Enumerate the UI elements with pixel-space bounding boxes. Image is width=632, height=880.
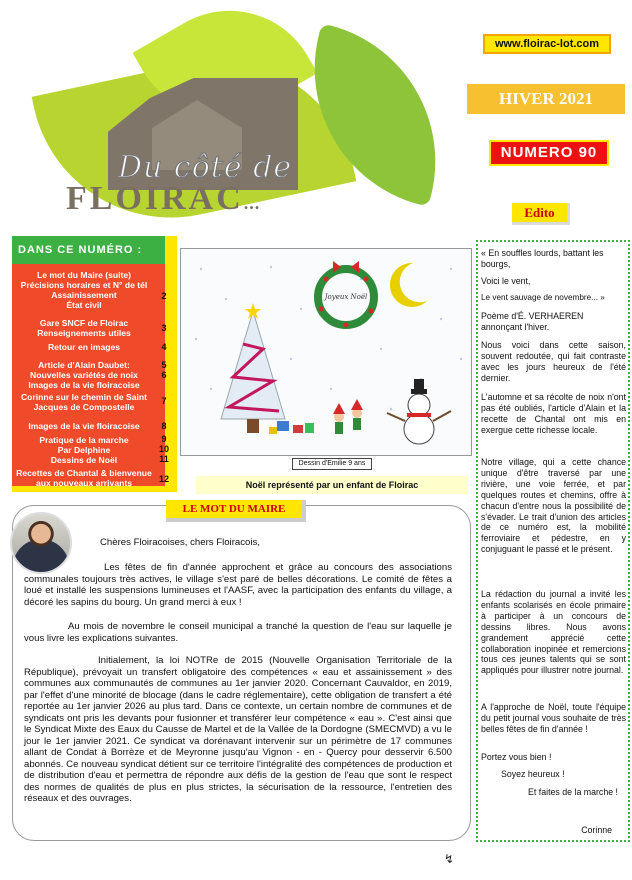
masthead-title-dots: ... bbox=[243, 193, 261, 213]
edito-paragraph: La rédaction du journal a invité les enfants scolarisés en école primaire à participer à un concours de dessins libres. Nous avons grandement apprécié cette collaboration inopinée et remercions tous ces jeunes talents qui se sont appliqués pour illustrer notre journal. bbox=[481, 589, 626, 676]
edito-quote: Voici le vent, bbox=[481, 276, 531, 286]
masthead-title-text: FLOIRAC bbox=[66, 180, 244, 217]
drawing-subtitle: Noël représenté par un enfant de Floirac bbox=[196, 476, 468, 494]
mayor-paragraph: Initialement, la loi NOTRe de 2015 (Nouvelle Organisation Territoriale de la République), prévoyait un transfert obligatoire des compétences « eau et assainissement » des communes aux communautés de communes au 1er janvier 2020. Concernant Cauvaldor, en 2019, par l'effet d'une minorité de blocage (dans le cadre réglementaire), cette obligation de transfert a été reportée au 1er janvier 2026 au plus tard. Dans ce contexte, un certain nombre de communes et de syndicats ont pris les devants pour fusionner et transférer leur compétence « eau ». C'est ainsi que le Syndicat Mixte des Eaux du Causse de Martel et de la Vallée de la Dordogne (SMECMVD) a vu le jour le 1er janvier 2021. Ce syndicat va dorénavant intervenir sur un périmètre de 17 communes allant de Condat à Borrèze et de Meyronne jusqu'au Vignon - en - Quercy pour desservir 6.500 abonnés. Ce nouveau syndicat détient sur ce territoire l'intégralité des compétences de production et de distribution d'eau et permettra de répondre aux défis de la gestion de l'eau que sont le respect des normes de qualités de plus en plus strictes, la sécurisation de la ressource, l'entretien des réseaux et des ouvrages. bbox=[24, 655, 452, 804]
masthead-subtitle: Du côté de bbox=[118, 150, 293, 185]
edito-paragraph: A l'approche de Noël, toute l'équipe du petit journal vous souhaite de très belles fêtes de fin d'année ! bbox=[481, 702, 626, 734]
snowman bbox=[387, 379, 451, 444]
moon-shape bbox=[390, 263, 427, 307]
issue-number: NUMERO 90 bbox=[489, 140, 609, 166]
toc-item-page: 12 bbox=[158, 474, 169, 484]
masthead-title bbox=[66, 180, 260, 218]
cursor-icon: ↯ bbox=[444, 852, 455, 866]
toc-item-title[interactable]: Corinne sur le chemin de Saint Jacques de Compostelle bbox=[20, 392, 148, 412]
christmas-drawing-art bbox=[181, 249, 471, 455]
toc-item-page: 9 10 11 bbox=[158, 434, 169, 464]
toc-item-page: 5 6 bbox=[161, 360, 167, 380]
edito-quote: « En souffles lourds, battant les bourgs, bbox=[481, 248, 604, 269]
edito-paragraph: Notre village, qui a cette chance unique d'être traversé par une rivière, une voie ferrée, et par quelques routes et chemins, offre à chacun d'entre nous la possibilité de s'évader. Le trait d'union des articles de ce numéro est, la mobilité ferroviaire et pédestre, en y conjuguant le passé et le présent. bbox=[481, 457, 626, 555]
toc-item-title[interactable]: Images de la vie floiracoise bbox=[28, 421, 140, 431]
toc-item-page: 3 bbox=[161, 323, 167, 333]
toc-item-page: 7 bbox=[161, 396, 167, 406]
toc-heading: DANS CE NUMÉRO : bbox=[12, 236, 165, 264]
mayor-greeting: Chères Floiracoises, chers Floiracois, bbox=[100, 537, 260, 548]
edito-paragraph: Portez vous bien ! bbox=[481, 752, 552, 762]
toc-item-title[interactable]: Gare SNCF de Floirac Renseignements utiles bbox=[37, 318, 131, 338]
edito-paragraph: Soyez heureux ! bbox=[501, 769, 565, 779]
wreath bbox=[318, 261, 374, 328]
edito-quote: Le vent sauvage de novembre... » bbox=[481, 293, 605, 302]
edito-paragraph: L'automne et sa récolte de noix n'ont pas été oubliés, l'article d'Alain et la recette de Chantal ont mis en exergue cette richesse locale. bbox=[481, 392, 626, 435]
toc-item-title[interactable]: Article d'Alain Daubet: Nouvelles variétés de noix Images de la vie floiracoise bbox=[28, 360, 140, 390]
christmas-drawing bbox=[180, 248, 472, 456]
toc-item-title[interactable]: Pratique de la marche Par Delphine Dessins de Noël bbox=[39, 435, 129, 465]
mayor-article-title: LE MOT DU MAIRE bbox=[166, 500, 306, 522]
toc-item-title[interactable]: Le mot du Maire (suite) Précisions horaires et N° de tél Assainissement État civil bbox=[20, 270, 148, 310]
toc-item-page: 8 bbox=[161, 421, 167, 431]
website-link[interactable]: www.floirac-lot.com bbox=[483, 34, 611, 54]
toc-item-page: 4 bbox=[161, 342, 167, 352]
wreath-text: Joyeux Noël bbox=[324, 293, 368, 301]
drawing-caption: Dessin d'Emilie 9 ans bbox=[292, 458, 372, 470]
elves bbox=[333, 399, 363, 434]
edito-poem-credit: Poème d'É. VERHAEREN annonçant l'hiver. bbox=[481, 311, 584, 332]
edito-paragraph: Nous voici dans cette saison, souvent redoutée, qui fait contraste avec les jours heureux de l'été dernier. bbox=[481, 340, 626, 383]
toc-item-title[interactable]: Retour en images bbox=[47, 342, 121, 352]
edito-paragraph: Et faites de la marche ! bbox=[528, 787, 618, 797]
toc-item-page: 2 bbox=[161, 291, 167, 301]
edito-title: Edito bbox=[512, 203, 570, 225]
edito-signature: Corinne bbox=[581, 825, 612, 835]
mayor-paragraph: Les fêtes de fin d'année approchent et grâce au concours des associations communales toujours très actives, le village s'est paré de belles décorations. Le comité de fêtes a loué et installé les suspensions lumineuses et l'AASF, avec la participation des enfants du village, a décoré les sapins du bourg. Un grand merci à eux ! bbox=[24, 562, 452, 608]
christmas-tree bbox=[221, 303, 314, 434]
season-label: HIVER 2021 bbox=[467, 84, 625, 114]
mayor-paragraph: Au mois de novembre le conseil municipal a tranché la question de l'eau sur laquelle je vous livre les explications suivantes. bbox=[24, 621, 452, 644]
toc-item-title[interactable]: Recettes de Chantal & bienvenue aux nouveaux arrivants bbox=[16, 468, 152, 488]
